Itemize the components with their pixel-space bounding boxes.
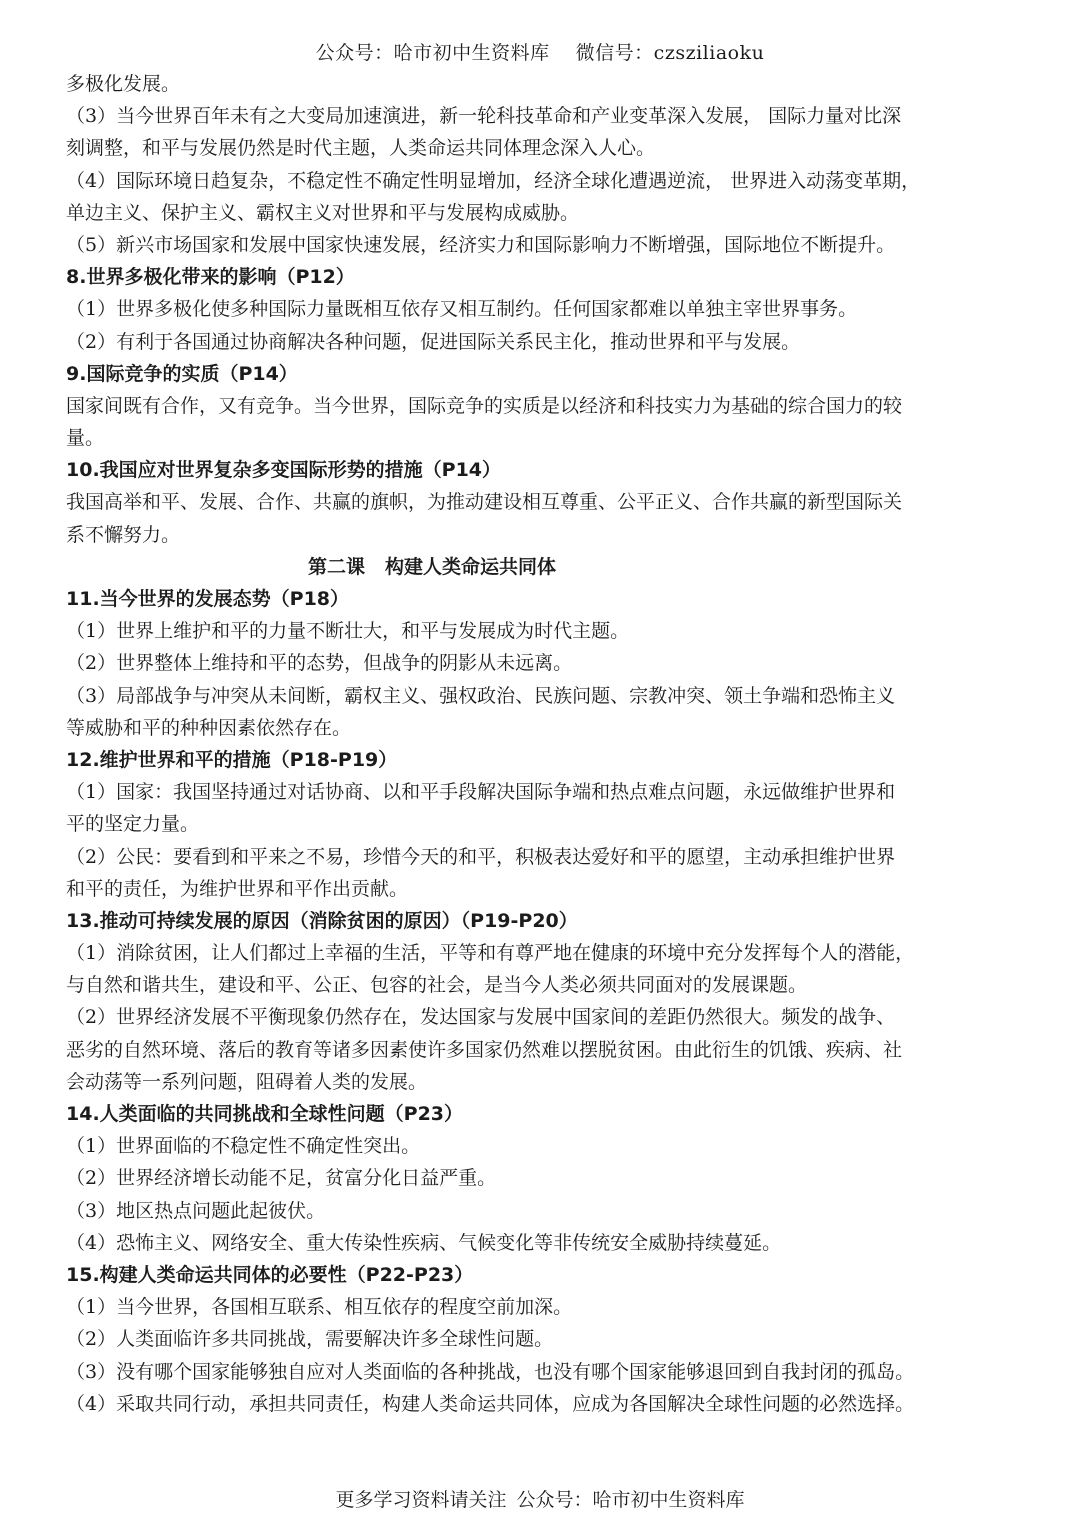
- text-line: 国家间既有合作，又有竞争。当今世界，国际竞争的实质是以经济和科技实力为基础的综合国力的较: [66, 394, 903, 417]
- text-line: （4）国际环境日趋复杂，不稳定性不确定性明显增加，经济全球化遭遇逆流， 世界进入动荡变革期，: [66, 169, 921, 192]
- section-heading: 15.构建人类命运共同体的必要性（P22-P23）: [66, 1263, 474, 1286]
- text-line: （3）当今世界百年未有之大变局加速演进，新一轮科技革命和产业变革深入发展， 国际力量对比深: [66, 105, 902, 128]
- section-heading: 12.维护世界和平的措施（P18-P19）: [66, 748, 398, 771]
- text-line: （3）没有哪个国家能够独自应对人类面临的各种挑战，也没有哪个国家能够退回到自我封闭的孤岛。: [66, 1360, 915, 1383]
- text-line: 单边主义、保护主义、霸权主义对世界和平与发展构成威胁。: [66, 201, 580, 224]
- footer-prompt: 更多学习资料请关注: [335, 1489, 507, 1511]
- section-heading: 10.我国应对世界复杂多变国际形势的措施（P14）: [66, 459, 502, 482]
- text-line: （1）世界面临的不稳定性不确定性突出。: [66, 1135, 421, 1158]
- text-line: 与自然和谐共生，建设和平、公正、包容的社会，是当今人类必须共同面对的发展课题。: [66, 974, 808, 997]
- section-heading: 13.推动可持续发展的原因（消除贫困的原因）（P19-P20）: [66, 909, 578, 932]
- text-line: （5）新兴市场国家和发展中国家快速发展，经济实力和国际影响力不断增强，国际地位不断提升。: [66, 233, 896, 256]
- text-line: 平的坚定力量。: [66, 813, 200, 836]
- section-heading: 14.人类面临的共同挑战和全球性问题（P23）: [66, 1103, 464, 1125]
- text-line: （1）世界多极化使多种国际力量既相互依存又相互制约。任何国家都难以单独主宰世界事务。: [66, 298, 858, 321]
- text-line: （2）有利于各国通过协商解决各种问题，促进国际关系民主化，推动世界和平与发展。: [66, 330, 801, 353]
- section-heading: 8.世界多极化带来的影响（P12）: [66, 266, 355, 289]
- lesson-title: [66, 551, 1018, 583]
- text-line: 等威胁和平的种种因素依然存在。: [66, 716, 352, 739]
- text-line: （1）消除贫困，让人们都过上幸福的生活，平等和有尊严地在健康的环境中充分发挥每个人的潜能，: [66, 942, 915, 965]
- page-footer: [0, 1487, 1080, 1513]
- section-heading: 11.当今世界的发展态势（P18）: [66, 588, 350, 610]
- text-line: （1）当今世界，各国相互联系、相互依存的程度空前加深。: [66, 1296, 573, 1319]
- section-heading: 9.国际竞争的实质（P14）: [66, 362, 298, 385]
- text-line: （2）世界整体上维持和平的态势，但战争的阴影从未远离。: [66, 652, 573, 675]
- text-line: 刻调整，和平与发展仍然是时代主题，人类命运共同体理念深入人心。: [66, 137, 656, 160]
- document-body: [66, 68, 1018, 1420]
- text-line: （4）恐怖主义、网络安全、重大传染性疾病、气候变化等非传统安全威胁持续蔓延。: [66, 1231, 782, 1254]
- text-line: （4）采取共同行动，承担共同责任，构建人类命运共同体，应成为各国解决全球性问题的必然选择。: [66, 1392, 915, 1415]
- footer-account: 公众号：哈市初中生资料库: [516, 1489, 745, 1511]
- text-line: （3）局部战争与冲突从未间断，霸权主义、强权政治、民族问题、宗教冲突、领土争端和恐怖主义: [66, 684, 896, 707]
- text-line: 量。: [66, 427, 105, 450]
- text-line: 多极化发展。: [66, 73, 181, 95]
- page-header: [0, 40, 1080, 66]
- text-line: 我国高举和平、发展、合作、共赢的旗帜，为推动建设相互尊重、公平正义、合作共赢的新型国际关: [66, 491, 903, 514]
- text-line: 会动荡等一系列问题，阻碍着人类的发展。: [66, 1070, 428, 1093]
- text-line: （2）人类面临许多共同挑战，需要解决许多全球性问题。: [66, 1328, 554, 1351]
- text-line: 和平的责任，为维护世界和平作出贡献。: [66, 877, 409, 900]
- header-wechat: 微信号：czsziliaoku: [575, 42, 765, 64]
- text-line: （1）国家：我国坚持通过对话协商、以和平手段解决国际争端和热点难点问题，永远做维护世界和: [66, 781, 896, 804]
- text-line: 系不懈努力。: [66, 523, 181, 546]
- text-line: （3）地区热点问题此起彼伏。: [66, 1199, 326, 1222]
- lesson-name: 构建人类命运共同体: [385, 555, 557, 578]
- text-line: （2）世界经济发展不平衡现象仍然存在，发达国家与发展中国家间的差距仍然很大。频发的战争、: [66, 1006, 896, 1029]
- text-line: 恶劣的自然环境、落后的教育等诸多因素使许多国家仍然难以摆脱贫困。由此衍生的饥饿、疾病、社: [66, 1038, 903, 1061]
- lesson-number: 第二课: [307, 555, 365, 578]
- text-line: （2）公民：要看到和平来之不易，珍惜今天的和平，积极表达爱好和平的愿望，主动承担维护世界: [66, 845, 896, 868]
- text-line: （1）世界上维护和平的力量不断壮大，和平与发展成为时代主题。: [66, 620, 630, 643]
- header-account: 公众号：哈市初中生资料库: [315, 42, 550, 64]
- text-line: （2）世界经济增长动能不足，贫富分化日益严重。: [66, 1167, 497, 1190]
